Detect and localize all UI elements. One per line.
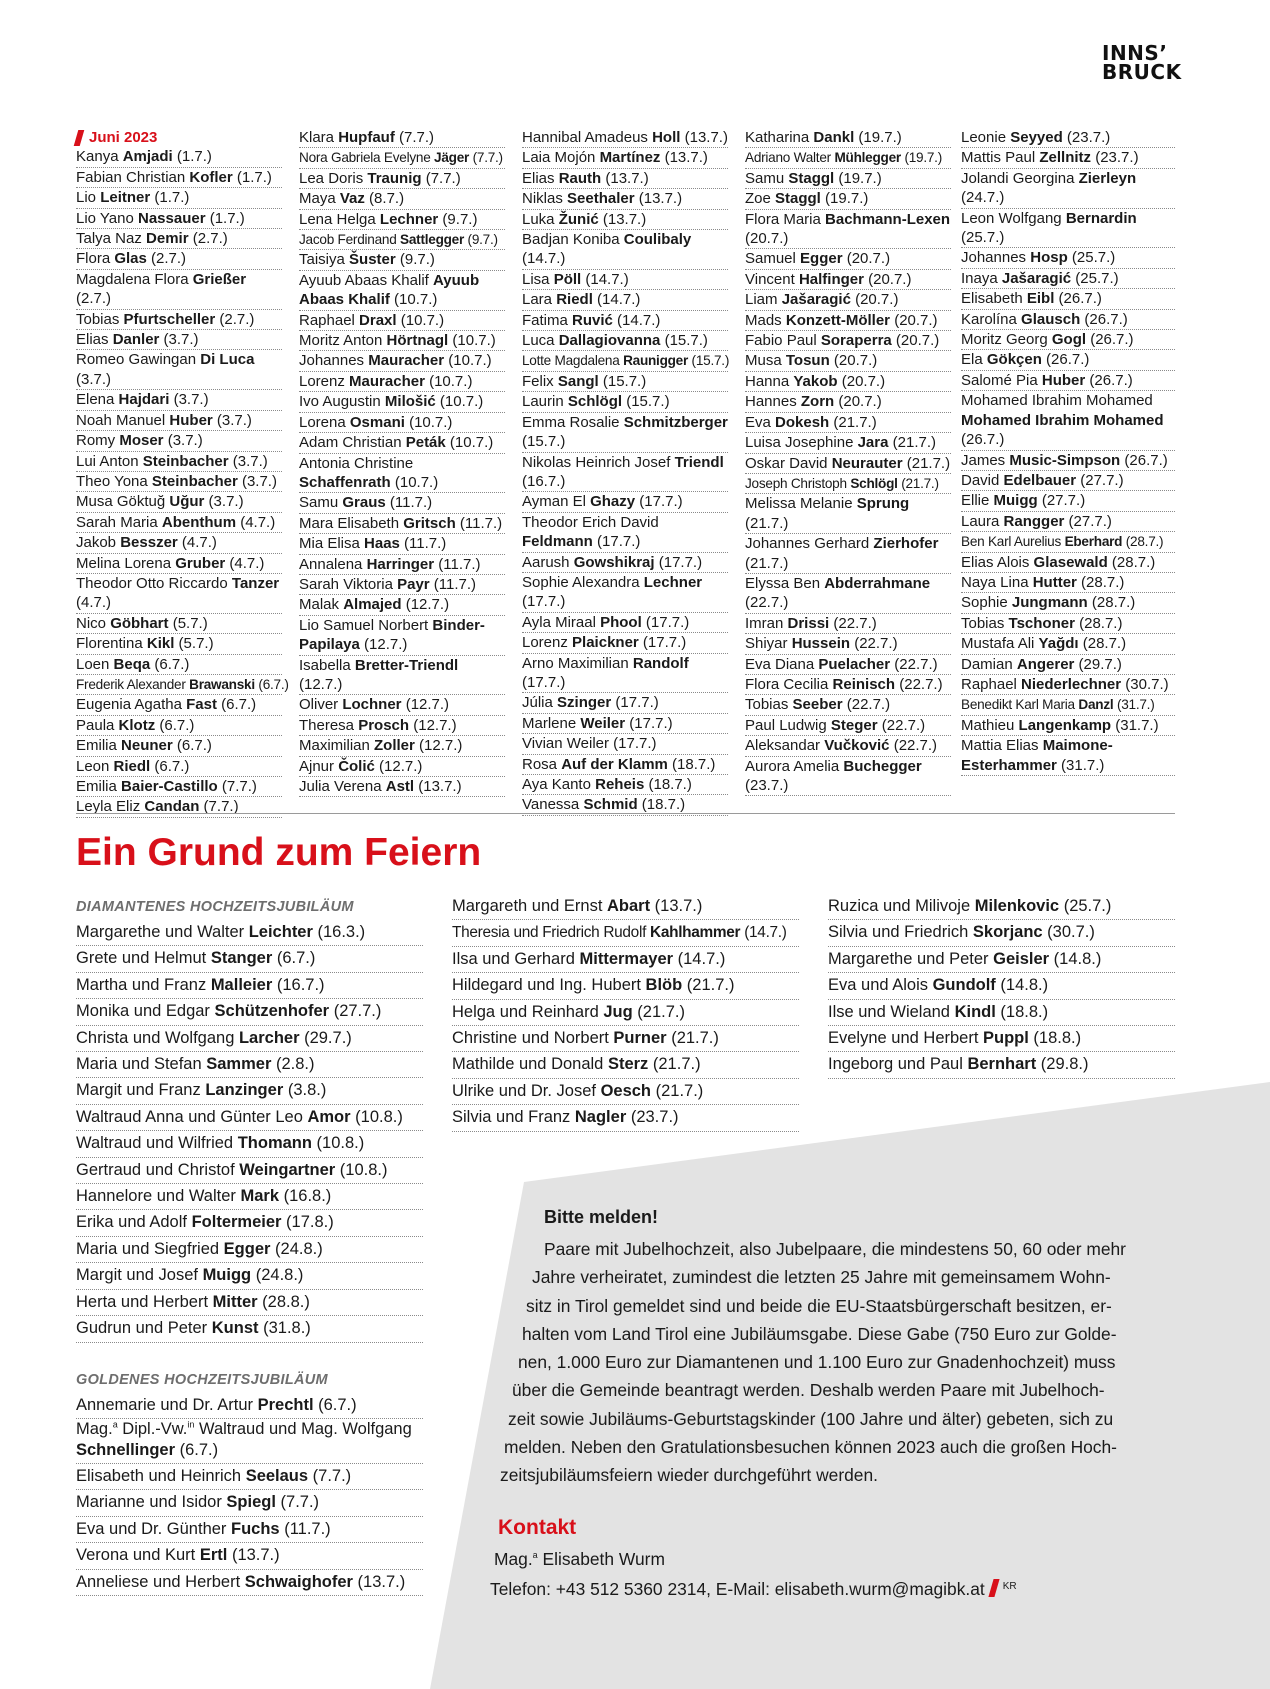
list-item: Theresa Prosch (12.7.) [299,716,505,736]
list-item: Fabio Paul Soraperra (20.7.) [745,331,951,351]
list-item: Salomé Pia Huber (26.7.) [961,371,1175,391]
list-item: Christine und Norbert Purner (21.7.) [452,1026,799,1052]
diamond-jubilee-list [76,920,423,1343]
list-item: Maximilian Zoller (12.7.) [299,736,505,756]
list-item: Ben Karl Aurelius Eberhard (28.7.) [961,532,1175,552]
list-item: Sophie Alexandra Lechner (17.7.) [522,573,728,613]
month-heading: Juni 2023 [76,128,282,147]
list-item: Tobias Tschoner (28.7.) [961,614,1175,634]
list-item: Hannelore und Walter Mark (16.8.) [76,1184,423,1210]
list-item: Raphael Niederlechner (30.7.) [961,675,1175,695]
list-item: Romeo Gawingan Di Luca (3.7.) [76,350,282,390]
list-item: Lorena Osmani (10.7.) [299,413,505,433]
list-item: Herta und Herbert Mitter (28.8.) [76,1290,423,1316]
births-column-1 [76,128,289,818]
list-item: Flora Maria Bachmann-Lexen (20.7.) [745,210,951,250]
list-item: Aurora Amelia Buchegger (23.7.) [745,757,951,797]
list-item: Martha und Franz Malleier (16.7.) [76,973,423,999]
list-item: Maria und Stefan Sammer (2.8.) [76,1052,423,1078]
list-item: Fabian Christian Kofler (1.7.) [76,168,282,188]
info-line: sitz in Tirol gemeldet sind und beide die EU-Staatsbürgerschaft besitzen, er- [526,1295,1112,1316]
list-item: Adam Christian Peták (10.7.) [299,433,505,453]
list-item: Luca Dallagiovanna (15.7.) [522,331,728,351]
section-divider [76,813,1175,814]
list-item: Antonia Christine Schaffenrath (10.7.) [299,454,505,494]
list-item: Fatima Ruvić (14.7.) [522,311,728,331]
list-item: Vincent Halfinger (20.7.) [745,270,951,290]
list-item: Gudrun und Peter Kunst (31.8.) [76,1316,423,1342]
jubilee-column-3 [828,894,1175,1079]
info-line: zeit sowie Jubiläums-Geburtstagskinder (100 Jahre und älter) gebeten, sich zu [508,1408,1114,1429]
list-item: Mathieu Langenkamp (31.7.) [961,716,1175,736]
list-item: Gertraud und Christof Weingartner (10.8.) [76,1158,423,1184]
list-item: Laurin Schlögl (15.7.) [522,392,728,412]
list-item: Isabella Bretter-Triendl (12.7.) [299,656,505,696]
list-item: Jakob Besszer (4.7.) [76,533,282,553]
list-item: Elisabeth Eibl (26.7.) [961,289,1175,309]
list-item: Grete und Helmut Stanger (6.7.) [76,946,423,972]
list-item: Hildegard und Ing. Hubert Blöb (21.7.) [452,973,799,999]
list-item: Samu Staggl (19.7.) [745,169,951,189]
list-item: Silvia und Franz Nagler (23.7.) [452,1105,799,1131]
list-item: Tobias Seeber (22.7.) [745,695,951,715]
info-line: nen, 1.000 Euro zur Diamantenen und 1.100 Euro zur Gnadenhochzeit) muss [518,1352,1116,1373]
list-item: Emilia Neuner (6.7.) [76,736,282,756]
list-item: Júlia Szinger (17.7.) [522,693,728,713]
list-item: Ellie Muigg (27.7.) [961,491,1175,511]
list-item: Samuel Egger (20.7.) [745,249,951,269]
list-item: Mohamed Ibrahim Mohamed Mohamed Ibrahim Mohamed (26.7.) [961,391,1175,450]
list-item: Samu Graus (11.7.) [299,493,505,513]
list-item: Lotte Magdalena Raunigger (15.7.) [522,351,728,371]
list-item: Romy Moser (3.7.) [76,431,282,451]
list-item: Maria und Siegfried Egger (24.8.) [76,1237,423,1263]
list-item: Elias Danler (3.7.) [76,330,282,350]
list-item: Mattis Paul Zellnitz (23.7.) [961,148,1175,168]
list-item: Moritz Anton Hörtnagl (10.7.) [299,331,505,351]
list-item: Lorenz Mauracher (10.7.) [299,372,505,392]
list-item: Aya Kanto Reheis (18.7.) [522,775,728,795]
contact-phone-email: Telefon: +43 512 5360 2314, E-Mail: elisabeth.wurm@magibk.at $^{KR}$ [490,1579,1017,1599]
list-item: Ingeborg und Paul Bernhart (29.8.) [828,1052,1175,1078]
list-item: Aleksandar Vučković (22.7.) [745,736,951,756]
list-item: Moritz Georg Gogl (26.7.) [961,330,1175,350]
list-item: Eva Dokesh (21.7.) [745,413,951,433]
list-item: Maya Vaz (8.7.) [299,189,505,209]
list-item: Nico Göbhart (5.7.) [76,614,282,634]
list-item: Erika und Adolf Foltermeier (17.8.) [76,1210,423,1236]
author-initials: KR [1002,1581,1017,1592]
info-line: über die Gemeinde beantragt werden. Deshalb werden Paare mit Jubelhoch- [512,1380,1105,1401]
list-item: Waltraud und Wilfried Thomann (10.8.) [76,1131,423,1157]
list-item: Theodor Otto Riccardo Tanzer (4.7.) [76,574,282,614]
list-item: Mustafa Ali Yağdı (28.7.) [961,634,1175,654]
list-item: Shiyar Hussein (22.7.) [745,634,951,654]
list-item: Luka Žunić (13.7.) [522,210,728,230]
red-slash-mark [74,130,85,146]
list-item: Lio Yano Nassauer (1.7.) [76,209,282,229]
list-item: Margareth und Ernst Abart (13.7.) [452,894,799,920]
list-item: Ayman El Ghazy (17.7.) [522,492,728,512]
list-item: Leonie Seyyed (23.7.) [961,128,1175,148]
list-item: Jolandi Georgina Zierleyn (24.7.) [961,169,1175,209]
list-item: Mag.$^a$ Dipl.-Vw.$^{in}$ Waltraud und Mag. Wolfgang Schnellinger (6.7.) [76,1419,423,1464]
list-item: Lea Doris Traunig (7.7.) [299,169,505,189]
info-line: halten vom Land Tirol eine Jubiläumsgabe. Diese Gabe (750 Euro zur Golde- [522,1323,1117,1344]
list-item: Melina Lorena Gruber (4.7.) [76,554,282,574]
list-item: Niklas Seethaler (13.7.) [522,189,728,209]
list-item: Paula Klotz (6.7.) [76,716,282,736]
list-item: Ilsa und Gerhard Mittermayer (14.7.) [452,947,799,973]
list-item: Anneliese und Herbert Schwaighofer (13.7.) [76,1570,423,1596]
list-item: Luisa Josephine Jara (21.7.) [745,433,951,453]
innsbruck-logo: INNS’ BRUCK [1102,41,1182,84]
list-item: Margarethe und Walter Leichter (16.3.) [76,920,423,946]
births-column-4 [745,128,951,796]
list-item: Marlene Weiler (17.7.) [522,714,728,734]
list-item: Eva und Alois Gundolf (14.8.) [828,973,1175,999]
list-item: Aarush Gowshikraj (17.7.) [522,553,728,573]
list-item: Ulrike und Dr. Josef Oesch (21.7.) [452,1079,799,1105]
list-item: Benedikt Karl Maria Danzl (31.7.) [961,695,1175,715]
info-box [500,1205,1172,1490]
contact-heading: Kontakt [498,1516,577,1539]
list-item: Raphael Draxl (10.7.) [299,311,505,331]
list-item: Sarah Viktoria Payr (11.7.) [299,575,505,595]
list-item: Rosa Auf der Klamm (18.7.) [522,755,728,775]
list-item: Elias Alois Glasewald (28.7.) [961,553,1175,573]
list-item: Oliver Lochner (12.7.) [299,695,505,715]
list-item: Margit und Franz Lanzinger (3.8.) [76,1078,423,1104]
red-slash-mark [988,1579,999,1597]
jubilee-column-1 [76,894,423,1596]
list-item: Mathilde und Donald Sterz (21.7.) [452,1052,799,1078]
list-item: Kanya Amjadi (1.7.) [76,147,282,167]
list-item: Sophie Jungmann (28.7.) [961,593,1175,613]
list-item: Hannes Zorn (20.7.) [745,392,951,412]
list-item: Hanna Yakob (20.7.) [745,372,951,392]
list-item: Ilse und Wieland Kindl (18.8.) [828,1000,1175,1026]
list-item: Leon Wolfgang Bernardin (25.7.) [961,209,1175,249]
list-item: Waltraud Anna und Günter Leo Amor (10.8.) [76,1105,423,1131]
list-item: Zoe Staggl (19.7.) [745,189,951,209]
list-item: Taisiya Šuster (9.7.) [299,250,505,270]
list-item: Helga und Reinhard Jug (21.7.) [452,1000,799,1026]
list-item: Margit und Josef Muigg (24.8.) [76,1263,423,1289]
list-item: Christa und Wolfgang Larcher (29.7.) [76,1026,423,1052]
list-item: Theresia und Friedrich Rudolf Kahlhammer (14.7.) [452,920,799,946]
list-item: Margarethe und Peter Geisler (14.8.) [828,947,1175,973]
list-item: Vanessa Schmid (18.7.) [522,795,728,815]
list-item: Mads Konzett-Möller (20.7.) [745,311,951,331]
list-item: Leon Riedl (6.7.) [76,757,282,777]
list-item: Musa Tosun (20.7.) [745,351,951,371]
list-item: Ayuub Abaas Khalif Ayuub Abaas Khalif (10.7.) [299,271,505,311]
list-item: Johannes Hosp (25.7.) [961,248,1175,268]
list-item: Badjan Koniba Coulibaly (14.7.) [522,230,728,270]
list-item: Nora Gabriela Evelyne Jäger (7.7.) [299,148,505,168]
list-item: Oskar David Neurauter (21.7.) [745,454,951,474]
list-item: Katharina Dankl (19.7.) [745,128,951,148]
list-item: Eva und Dr. Günther Fuchs (11.7.) [76,1517,423,1543]
list-item: Elena Hajdari (3.7.) [76,390,282,410]
list-item: Tobias Pfurtscheller (2.7.) [76,310,282,330]
list-item: Arno Maximilian Randolf (17.7.) [522,654,728,694]
golden-jubilee-list [76,1393,423,1596]
list-item: Damian Angerer (29.7.) [961,655,1175,675]
list-item: Felix Sangl (15.7.) [522,372,728,392]
list-item: Flora Cecilia Reinisch (22.7.) [745,675,951,695]
golden-jubilee-heading: GOLDENES HOCHZEITSJUBILÄUM [76,1371,328,1388]
list-item: Annemarie und Dr. Artur Prechtl (6.7.) [76,1393,423,1419]
list-item: Eugenia Agatha Fast (6.7.) [76,695,282,715]
list-item: Lena Helga Lechner (9.7.) [299,210,505,230]
list-item: Loen Beqa (6.7.) [76,655,282,675]
jubilee-column-2 [452,894,799,1132]
list-item: Frederik Alexander Brawanski (6.7.) [76,675,282,695]
list-item: Nikolas Heinrich Josef Triendl (16.7.) [522,453,728,493]
list-item: Hannibal Amadeus Holl (13.7.) [522,128,728,148]
list-item: Jacob Ferdinand Sattlegger (9.7.) [299,230,505,250]
section-title: Ein Grund zum Feiern [76,831,482,874]
list-item: Theodor Erich David Feldmann (17.7.) [522,513,728,553]
list-item: Inaya Jašaragić (25.7.) [961,269,1175,289]
list-item: Lio Samuel Norbert Binder-Papilaya (12.7.) [299,616,505,656]
list-item: Laia Mojón Martínez (13.7.) [522,148,728,168]
list-item: Leyla Eliz Candan (7.7.) [76,797,282,817]
list-item: Klara Hupfauf (7.7.) [299,128,505,148]
list-item: Silvia und Friedrich Skorjanc (30.7.) [828,920,1175,946]
list-item: Joseph Christoph Schlögl (21.7.) [745,474,951,494]
list-item: Theo Yona Steinbacher (3.7.) [76,472,282,492]
list-item: Liam Jašaragić (20.7.) [745,290,951,310]
list-item: Naya Lina Hutter (28.7.) [961,573,1175,593]
births-column-5 [961,128,1175,776]
list-item: Ruzica und Milivoje Milenkovic (25.7.) [828,894,1175,920]
list-item: Magdalena Flora Grießer (2.7.) [76,270,282,310]
list-item: Karolína Glausch (26.7.) [961,310,1175,330]
list-item: Eva Diana Puelacher (22.7.) [745,655,951,675]
list-item: Malak Almajed (12.7.) [299,595,505,615]
list-item: Paul Ludwig Steger (22.7.) [745,716,951,736]
list-item: Mattia Elias Maimone-Esterhammer (31.7.) [961,736,1175,776]
list-item: James Music-Simpson (26.7.) [961,451,1175,471]
list-item: Mia Elisa Haas (11.7.) [299,534,505,554]
list-item: Lisa Pöll (14.7.) [522,270,728,290]
list-item: Sarah Maria Abenthum (4.7.) [76,513,282,533]
info-line: zeitsjubiläumsfeiern wieder durchgeführt werden. [500,1465,878,1486]
list-item: Julia Verena Astl (13.7.) [299,777,505,797]
info-line: Paare mit Jubelhochzeit, also Jubelpaare, die mindestens 50, 60 oder mehr [544,1239,1126,1259]
info-line: Jahre verheiratet, zumindest die letzten 25 Jahre mit gemeinsamem Wohn- [532,1267,1111,1288]
births-column-2 [299,128,505,797]
list-item: Verona und Kurt Ertl (13.7.) [76,1543,423,1569]
list-item: Mara Elisabeth Gritsch (11.7.) [299,514,505,534]
births-column-3 [522,128,728,816]
diamond-jubilee-heading: DIAMANTENES HOCHZEITSJUBILÄUM [76,899,354,915]
list-item: Annalena Harringer (11.7.) [299,555,505,575]
list-item: Emilia Baier-Castillo (7.7.) [76,777,282,797]
info-line: melden. Neben den Gratulationsbesuchen können 2023 auch die großen Hoch- [504,1437,1117,1458]
list-item: Johannes Gerhard Zierhofer (21.7.) [745,534,951,574]
list-item: Melissa Melanie Sprung (21.7.) [745,494,951,534]
list-item: Lui Anton Steinbacher (3.7.) [76,452,282,472]
list-item: Ayla Miraal Phool (17.7.) [522,613,728,633]
list-item: Johannes Mauracher (10.7.) [299,351,505,371]
contact-name: Mag.$^a$ Elisabeth Wurm [494,1549,665,1569]
list-item: Lio Leitner (1.7.) [76,188,282,208]
list-item: Ajnur Čolić (12.7.) [299,757,505,777]
list-item: Musa Göktuğ Uğur (3.7.) [76,492,282,512]
list-item: Adriano Walter Mühlegger (19.7.) [745,148,951,168]
list-item: Ivo Augustin Milošić (10.7.) [299,392,505,412]
list-item: Ela Gökçen (26.7.) [961,350,1175,370]
list-item: David Edelbauer (27.7.) [961,471,1175,491]
info-heading: Bitte melden! [544,1207,659,1227]
list-item: Laura Rangger (27.7.) [961,512,1175,532]
list-item: Flora Glas (2.7.) [76,249,282,269]
list-item: Monika und Edgar Schützenhofer (27.7.) [76,999,423,1025]
list-item: Elisabeth und Heinrich Seelaus (7.7.) [76,1464,423,1490]
list-item: Marianne und Isidor Spiegl (7.7.) [76,1490,423,1516]
list-item: Evelyne und Herbert Puppl (18.8.) [828,1026,1175,1052]
list-item: Imran Drissi (22.7.) [745,614,951,634]
list-item: Lorenz Plaickner (17.7.) [522,633,728,653]
list-item: Noah Manuel Huber (3.7.) [76,411,282,431]
list-item: Lara Riedl (14.7.) [522,290,728,310]
list-item: Vivian Weiler (17.7.) [522,734,728,754]
list-item: Emma Rosalie Schmitzberger (15.7.) [522,413,728,453]
list-item: Florentina Kikl (5.7.) [76,634,282,654]
list-item: Talya Naz Demir (2.7.) [76,229,282,249]
list-item: Elias Rauth (13.7.) [522,169,728,189]
contact-block [490,1513,1017,1603]
list-item: Elyssa Ben Abderrahmane (22.7.) [745,574,951,614]
info-text [500,1235,1172,1490]
